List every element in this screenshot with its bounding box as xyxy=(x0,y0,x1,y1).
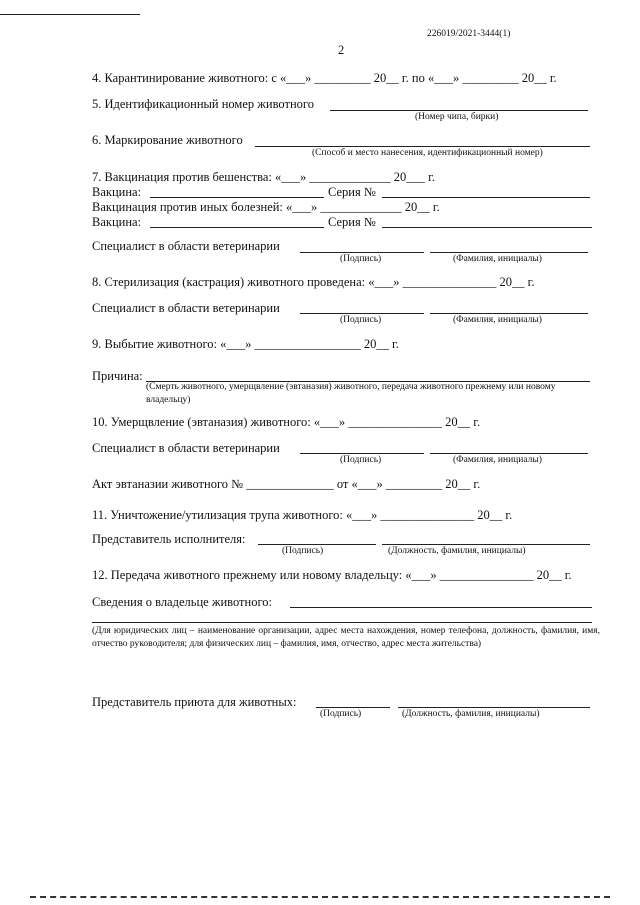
top-rule xyxy=(0,14,140,15)
disposal-field: 11. Уничтожение/утилизация трупа животного: «___» _______________ 20__ г. xyxy=(92,508,513,522)
executor-sign-caption: (Подпись) xyxy=(282,546,324,556)
vet3-sign-caption: (Подпись) xyxy=(340,455,382,465)
marking-label: 6. Маркирование животного xyxy=(92,133,243,147)
series2-label: Серия № xyxy=(328,215,376,229)
vet1-sign-caption: (Подпись) xyxy=(340,254,382,264)
vet2-sign-caption: (Подпись) xyxy=(340,315,382,325)
vet3-sign-line[interactable] xyxy=(300,453,424,454)
rabies-vaccination: 7. Вакцинация против бешенства: «___» _____________ 20___ г. xyxy=(92,170,435,184)
series1-label: Серия № xyxy=(328,185,376,199)
euthanasia-act-field: Акт эвтаназии животного № ______________ от «___» _________ 20__ г. xyxy=(92,477,481,491)
euthanasia-field: 10. Умерщвление (эвтаназия) животного: «___» _______________ 20__ г. xyxy=(92,415,481,429)
owner-label: Сведения о владельце животного: xyxy=(92,595,272,609)
sterilization-field: 8. Стерилизация (кастрация) животного проведена: «___» _______________ 20__ г. xyxy=(92,275,535,289)
bottom-rule xyxy=(30,896,610,898)
vaccine2-label: Вакцина: xyxy=(92,215,142,229)
vet3-name-caption: (Фамилия, инициалы) xyxy=(453,455,542,465)
vet3-label: Специалист в области ветеринарии xyxy=(92,441,280,455)
series1-input-line[interactable] xyxy=(382,197,590,198)
reason-label: Причина: xyxy=(92,369,143,383)
executor-sign-line[interactable] xyxy=(258,544,376,545)
vet1-name-caption: (Фамилия, инициалы) xyxy=(453,254,542,264)
executor-name-caption: (Должность, фамилия, инициалы) xyxy=(388,546,526,556)
shelter-sign-caption: (Подпись) xyxy=(320,709,362,719)
vaccine2-input-line[interactable] xyxy=(150,227,324,228)
departure-field: 9. Выбытие животного: «___» _________________ 20__ г. xyxy=(92,337,399,351)
series2-input-line[interactable] xyxy=(382,227,592,228)
vet2-name-caption: (Фамилия, инициалы) xyxy=(453,315,542,325)
vaccine1-input-line[interactable] xyxy=(150,197,324,198)
vet3-name-line[interactable] xyxy=(430,453,588,454)
owner-input-line-1[interactable] xyxy=(290,607,592,608)
vet1-name-line[interactable] xyxy=(430,252,588,253)
vet2-name-line[interactable] xyxy=(430,313,588,314)
vet1-label: Специалист в области ветеринарии xyxy=(92,239,280,253)
vet1-sign-line[interactable] xyxy=(300,252,424,253)
executor-label: Представитель исполнителя: xyxy=(92,532,246,546)
vet2-label: Специалист в области ветеринарии xyxy=(92,301,280,315)
marking-caption: (Способ и место нанесения, идентификационный номер) xyxy=(312,148,543,158)
reason-caption: (Смерть животного, умерщвление (эвтаназия) животного, передача животного прежнему или новому владельцу) xyxy=(146,382,556,405)
executor-name-line[interactable] xyxy=(382,544,590,545)
ident-label: 5. Идентификационный номер животного xyxy=(92,97,314,111)
ident-input-line[interactable] xyxy=(330,110,588,111)
transfer-field: 12. Передача животного прежнему или новому владельцу: «___» _______________ 20__ г. xyxy=(92,568,572,582)
shelter-name-caption: (Должность, фамилия, инициалы) xyxy=(402,709,540,719)
marking-input-line[interactable] xyxy=(255,146,590,147)
document-id: 226019/2021-3444(1) xyxy=(427,29,511,39)
owner-caption: (Для юридических лиц – наименование организации, адрес места нахождения, номер телефона, должность, фамилия, имя, отчество руководителя; для физических лиц – фамилия, имя, отчество, адрес места жительства) xyxy=(92,626,600,649)
page-number: 2 xyxy=(338,43,345,57)
vet2-sign-line[interactable] xyxy=(300,313,424,314)
shelter-sign-line[interactable] xyxy=(316,707,390,708)
quarantine-field: 4. Карантинирование животного: с «___» _________ 20__ г. по «___» _________ 20__ г. xyxy=(92,71,557,85)
shelter-label: Представитель приюта для животных: xyxy=(92,695,297,709)
shelter-name-line[interactable] xyxy=(398,707,590,708)
owner-input-line-2[interactable] xyxy=(92,622,592,623)
vaccine1-label: Вакцина: xyxy=(92,185,142,199)
other-vaccination: Вакцинация против иных болезней: «___» _____________ 20__ г. xyxy=(92,200,440,214)
ident-caption: (Номер чипа, бирки) xyxy=(415,112,499,122)
